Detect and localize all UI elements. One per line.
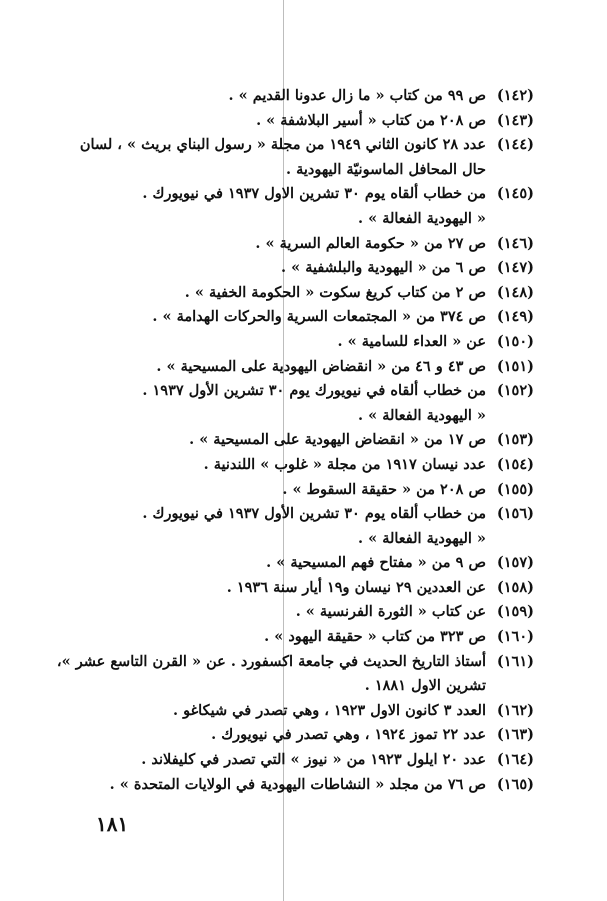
- footnote-text: ص ٣٢٣ من كتاب « حقيقة اليهود » .: [264, 628, 486, 646]
- footnote-158: [84, 576, 534, 601]
- footnote-text: عدد ٢٨ كانون الثاني ١٩٤٩ من مجلة « رسول البناي بريث » ، لسان حال المحافل الماسونيّة اليهودية .: [79, 136, 486, 178]
- footnote-number: (١٥٣): [496, 431, 534, 449]
- footnote-150: [84, 330, 534, 355]
- footnote-146: [84, 232, 534, 257]
- footnote-number: (١٥٤): [496, 455, 534, 473]
- footnote-text: ص ٢٧ من « حكومة العالم السرية » .: [255, 234, 486, 252]
- footnote-155: [84, 478, 534, 503]
- footnote-159: [84, 600, 534, 625]
- footnote-142: [84, 84, 534, 109]
- footnote-148: [84, 281, 534, 306]
- footnote-number: (١٦٤): [496, 751, 534, 769]
- footnote-number: (١٤٣): [496, 111, 534, 129]
- footnote-number: (١٥٨): [496, 578, 534, 596]
- footnote-number: (١٤٤): [496, 136, 534, 154]
- footnote-text: ص ٦ من « اليهودية والبلشفية » .: [281, 259, 486, 277]
- footnote-text: عدد نيسان ١٩١٧ من مجلة « غلوب » اللندنية .: [203, 455, 486, 473]
- footnote-text: ص ٢ من كتاب كريغ سكوت « الحكومة الخفية » .: [184, 283, 486, 301]
- footnote-156: [84, 502, 534, 551]
- footnote-144: [79, 133, 534, 182]
- footnote-165: [84, 773, 534, 798]
- footnote-number: (١٦٢): [496, 701, 534, 719]
- footnote-160: [84, 625, 534, 650]
- footnote-text: ص ١٧ من « انقضاض اليهودية على المسيحية » .: [189, 431, 486, 449]
- footnote-143: [84, 109, 534, 134]
- footnote-153: [84, 428, 534, 453]
- footnote-152: [84, 379, 534, 428]
- footnote-147: [84, 256, 534, 281]
- footnote-text: ص ٣٧٤ من « المجتمعات السرية والحركات الهدامة » .: [152, 308, 486, 326]
- footnote-text: عن كتاب « الثورة الفرنسية » .: [295, 603, 486, 621]
- footnote-text: عدد ٢٢ تموز ١٩٢٤ ، وهي تصدر في نيويورك .: [211, 726, 486, 744]
- footnote-number: (١٥١): [496, 357, 534, 375]
- footnote-text: ص ٢٠٨ من كتاب « أسير البلاشفة » .: [256, 111, 486, 129]
- footnote-number: (١٦٥): [496, 775, 534, 793]
- footnote-number: (١٥٦): [496, 505, 534, 523]
- footnote-number: (١٤٦): [496, 234, 534, 252]
- footnote-text: ص ٢٠٨ من « حقيقة السقوط » .: [282, 480, 486, 498]
- footnote-151: [84, 355, 534, 380]
- footnote-number: (١٥٢): [496, 382, 534, 400]
- footnote-text: من خطاب ألقاه يوم ٣٠ تشرين الأول ١٩٣٧ في نيويورك . « اليهودية الفعالة » .: [142, 505, 486, 547]
- footnote-number: (١٤٧): [496, 259, 534, 277]
- footnote-number: (١٦١): [496, 652, 534, 670]
- footnote-number: (١٤٢): [496, 87, 534, 104]
- page-number: ١٨١: [96, 812, 129, 836]
- footnote-text: أستاذ التاريخ الحديث في جامعة اكسفورد . عن « القرن التاسع عشر »، تشرين الاول ١٨٨١ .: [56, 652, 486, 695]
- footnote-149: [84, 305, 534, 330]
- footnote-text: عن « العداء للسامية » .: [337, 332, 486, 350]
- footnote-text: من خطاب ألقاه في نيويورك يوم ٣٠ تشرين الأول ١٩٣٧ . « اليهودية الفعالة » .: [142, 382, 486, 424]
- footnote-text: ص ٩ من « مفتاح فهم المسيحية » .: [266, 554, 486, 572]
- footnote-number: (١٤٩): [496, 308, 534, 326]
- footnote-text: عن العددين ٢٩ نيسان و١٩ أيار سنة ١٩٣٦ .: [226, 578, 486, 596]
- footnote-157: [84, 551, 534, 576]
- footnote-number: (١٦٣): [496, 726, 534, 744]
- footnote-number: (١٥٥): [496, 480, 534, 498]
- footnote-162: [84, 699, 534, 724]
- footnote-text: العدد ٣ كانون الاول ١٩٢٣ ، وهي تصدر في شيكاغو .: [172, 701, 486, 719]
- footnote-number: (١٦٠): [496, 628, 534, 646]
- footnotes-list: [56, 84, 534, 797]
- footnote-number: (١٥٠): [496, 332, 534, 350]
- footnote-number: (١٤٨): [496, 283, 534, 301]
- footnote-163: [84, 723, 534, 748]
- footnote-164: [84, 748, 534, 773]
- footnote-text: ص ٤٣ و ٤٦ من « انقضاض اليهودية على المسيحية » .: [156, 357, 486, 375]
- footnote-145: [84, 182, 534, 231]
- footnote-number: (١٥٧): [496, 554, 534, 572]
- footnote-number: (١٥٩): [496, 603, 534, 621]
- footnote-text: ص ٩٩ من كتاب « ما زال عدونا القديم » .: [228, 87, 486, 104]
- footnote-text: ص ٧٦ من مجلد « النشاطات اليهودية في الولايات المتحدة » .: [109, 775, 486, 793]
- footnote-number: (١٤٥): [496, 185, 534, 203]
- footnote-161: [56, 650, 534, 699]
- footnote-text: من خطاب ألقاه يوم ٣٠ تشرين الاول ١٩٣٧ في نيويورك . « اليهودية الفعالة » .: [142, 185, 486, 227]
- footnote-text: عدد ٢٠ ايلول ١٩٢٣ من « نيوز » التي تصدر في كليفلاند .: [141, 751, 486, 769]
- footnote-154: [84, 453, 534, 478]
